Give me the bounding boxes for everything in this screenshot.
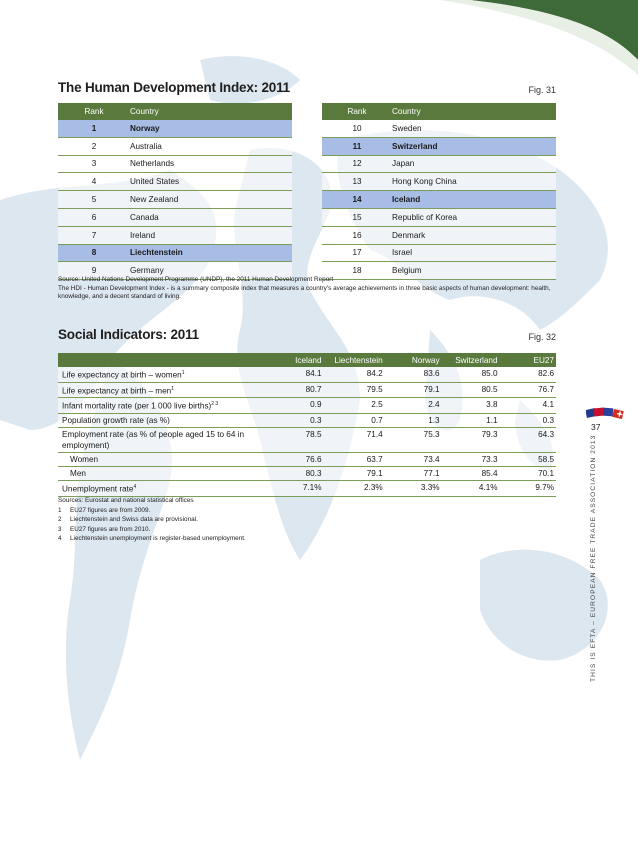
hdi-rank: 5 <box>58 191 130 209</box>
hdi-country: Japan <box>392 155 556 173</box>
social-fig-label: Fig. 32 <box>528 332 556 342</box>
social-header-col: Switzerland <box>442 353 500 367</box>
label-text: Life expectancy at birth – women <box>62 370 182 380</box>
hdi-header-row <box>58 103 556 120</box>
hdi-rank: 16 <box>322 226 392 244</box>
hdi-country: Denmark <box>392 226 556 244</box>
social-row-label <box>58 481 267 497</box>
value-cell: 78.5 <box>267 428 324 453</box>
value-cell: 82.6 <box>500 367 556 382</box>
footnote-text: EU27 figures are from 2010. <box>70 525 151 533</box>
table-row <box>58 453 556 467</box>
value-cell: 0.3 <box>500 414 556 428</box>
social-notes <box>58 496 358 544</box>
value-cell: 76.7 <box>500 382 556 398</box>
hdi-country: Republic of Korea <box>392 208 556 226</box>
value-cell: 3.8 <box>442 398 500 414</box>
value-cell: 77.1 <box>385 467 442 481</box>
hdi-header-gap <box>292 103 322 120</box>
hdi-title: The Human Development Index: 2011 <box>58 80 290 95</box>
hdi-source-line2: The HDI - Human Development Index - is a summary composite index that measures a country's average achievements in three basic aspects of human development: health, knowledge, and a decent standard of living. <box>58 284 551 301</box>
value-cell: 85.4 <box>442 467 500 481</box>
hdi-header-country-left: Country <box>130 103 292 120</box>
value-cell: 71.4 <box>324 428 385 453</box>
value-cell: 83.6 <box>385 367 442 382</box>
hdi-table <box>58 103 556 280</box>
social-row-label <box>58 382 267 398</box>
footnote-text: Liechtenstein unemployment is register-based unemployment. <box>70 535 246 542</box>
hdi-rank: 18 <box>322 262 392 280</box>
hdi-country: Australia <box>130 137 292 155</box>
social-row-label <box>58 414 267 428</box>
footnote-number: 1 <box>58 506 62 514</box>
table-row <box>58 398 556 414</box>
value-cell: 84.2 <box>324 367 385 382</box>
value-cell: 79.5 <box>324 382 385 398</box>
value-cell: 2.4 <box>385 398 442 414</box>
social-header-blank <box>58 353 267 367</box>
table-row <box>58 173 556 191</box>
hdi-country: Ireland <box>130 226 292 244</box>
value-cell: 0.3 <box>267 414 324 428</box>
label-text: Employment rate (as % of people aged 15 to 64 in employment) <box>62 430 245 451</box>
value-cell: 79.3 <box>442 428 500 453</box>
hdi-header-country-right: Country <box>392 103 556 120</box>
value-cell: 4.1 <box>500 398 556 414</box>
label-text: Life expectancy at birth – men <box>62 386 172 396</box>
hdi-rank: 15 <box>322 208 392 226</box>
value-cell: 64.3 <box>500 428 556 453</box>
value-cell: 2.5 <box>324 398 385 414</box>
value-cell: 7.1% <box>267 481 324 497</box>
page-number: 37 <box>591 422 601 432</box>
hdi-country: Belgium <box>392 262 556 280</box>
table-row <box>58 208 556 226</box>
hdi-rank: 12 <box>322 155 392 173</box>
value-cell: 80.5 <box>442 382 500 398</box>
social-row-label <box>58 467 267 481</box>
hdi-rank: 10 <box>322 120 392 137</box>
value-cell: 9.7% <box>500 481 556 497</box>
footnote-number: 3 <box>58 525 62 533</box>
value-cell: 0.7 <box>324 414 385 428</box>
hdi-country: Norway <box>130 120 292 137</box>
footnote-ref: 1 <box>171 385 175 392</box>
footnote <box>58 525 358 535</box>
hdi-rank: 2 <box>58 137 130 155</box>
hdi-country: Sweden <box>392 120 556 137</box>
hdi-country: Iceland <box>392 191 556 209</box>
hdi-country: Switzerland <box>392 137 556 155</box>
value-cell: 79.1 <box>324 467 385 481</box>
footnote-ref: 1 <box>181 370 185 376</box>
hdi-country: Germany <box>130 262 292 280</box>
table-row <box>58 414 556 428</box>
table-row <box>58 191 556 209</box>
hdi-country: Liechtenstein <box>130 244 292 262</box>
social-header-col: Iceland <box>267 353 324 367</box>
label-text: Women <box>70 455 99 465</box>
hdi-country: Israel <box>392 244 556 262</box>
hdi-country: New Zealand <box>130 191 292 209</box>
value-cell: 76.6 <box>267 453 324 467</box>
social-table <box>58 353 556 497</box>
social-row-label <box>58 367 267 382</box>
social-header-col: Liechtenstein <box>324 353 385 367</box>
efta-flags-icon <box>586 406 626 422</box>
social-header-row <box>58 353 556 367</box>
footnote-ref: 2 3 <box>211 401 219 408</box>
social-row-label <box>58 428 267 453</box>
value-cell: 80.3 <box>267 467 324 481</box>
side-footer-text: THIS IS EFTA – EUROPEAN FREE TRADE ASSOCIATION 2013 <box>590 434 597 682</box>
value-cell: 1.3 <box>385 414 442 428</box>
label-text: Unemployment rate <box>62 484 134 494</box>
footnote-number: 2 <box>58 516 62 523</box>
value-cell: 63.7 <box>324 453 385 467</box>
value-cell: 75.3 <box>385 428 442 453</box>
hdi-rank: 17 <box>322 244 392 262</box>
hdi-rank: 1 <box>58 120 130 137</box>
table-row <box>58 120 556 137</box>
hdi-rank: 8 <box>58 244 130 262</box>
value-cell: 0.9 <box>267 398 324 414</box>
value-cell: 2.3% <box>324 481 385 497</box>
social-sources: Sources: Eurostat and national statistical offices <box>58 497 194 504</box>
value-cell: 73.4 <box>385 453 442 467</box>
label-text: Infant mortality rate (per 1 000 live births) <box>62 402 212 412</box>
hdi-source-line1: Source: United Nations Development Programme (UNDP), the 2011 Human Development Report <box>58 276 334 283</box>
footnote-number: 4 <box>58 535 62 542</box>
label-text: Population growth rate (as %) <box>62 416 170 426</box>
social-header-col: EU27 <box>500 353 556 367</box>
hdi-gap <box>292 244 322 262</box>
footnote <box>58 506 358 516</box>
table-row <box>58 467 556 481</box>
value-cell: 85.0 <box>442 367 500 382</box>
hdi-gap <box>292 137 322 155</box>
table-row <box>58 244 556 262</box>
value-cell: 3.3% <box>385 481 442 497</box>
hdi-rank: 6 <box>58 208 130 226</box>
value-cell: 1.1 <box>442 414 500 428</box>
table-row <box>58 155 556 173</box>
table-row <box>58 367 556 382</box>
value-cell: 58.5 <box>500 453 556 467</box>
hdi-gap <box>292 120 322 137</box>
hdi-rank: 3 <box>58 155 130 173</box>
table-row <box>58 137 556 155</box>
hdi-gap <box>292 226 322 244</box>
social-row-label <box>58 398 267 414</box>
hdi-gap <box>292 173 322 191</box>
social-title: Social Indicators: 2011 <box>58 327 199 342</box>
value-cell: 70.1 <box>500 467 556 481</box>
value-cell: 79.1 <box>385 382 442 398</box>
hdi-gap <box>292 191 322 209</box>
social-header-col: Norway <box>385 353 442 367</box>
footnote-text: Liechtenstein and Swiss data are provisional. <box>70 516 198 523</box>
footnote <box>58 534 358 544</box>
hdi-rank: 9 <box>58 262 130 280</box>
hdi-country: Hong Kong China <box>392 173 556 191</box>
hdi-source <box>58 276 558 302</box>
value-cell: 4.1% <box>442 481 500 497</box>
hdi-rank: 13 <box>322 173 392 191</box>
hdi-country: Canada <box>130 208 292 226</box>
hdi-rank: 7 <box>58 226 130 244</box>
table-row <box>58 481 556 497</box>
table-row <box>58 226 556 244</box>
label-text: Men <box>70 469 86 479</box>
hdi-header-rank-left: Rank <box>58 103 130 120</box>
value-cell: 84.1 <box>267 367 324 382</box>
hdi-rank: 14 <box>322 191 392 209</box>
hdi-rank: 4 <box>58 173 130 191</box>
footnote-ref: 4 <box>133 484 137 491</box>
social-row-label <box>58 453 267 467</box>
footnote <box>58 515 358 525</box>
table-row <box>58 428 556 453</box>
footnote-text: EU27 figures are from 2009. <box>70 506 151 514</box>
value-cell: 73.3 <box>442 453 500 467</box>
hdi-header-rank-right: Rank <box>322 103 392 120</box>
hdi-fig-label: Fig. 31 <box>528 85 556 95</box>
hdi-gap <box>292 155 322 173</box>
table-row <box>58 382 556 398</box>
value-cell: 80.7 <box>267 382 324 398</box>
hdi-rank: 11 <box>322 137 392 155</box>
hdi-country: United States <box>130 173 292 191</box>
hdi-gap <box>292 208 322 226</box>
hdi-country: Netherlands <box>130 155 292 173</box>
